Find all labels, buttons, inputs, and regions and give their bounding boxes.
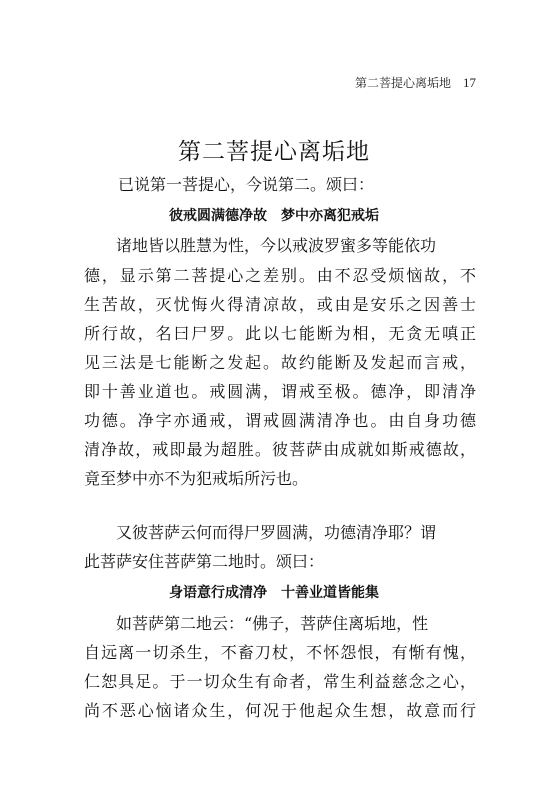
verse-1-line-a: 彼戒圆满德净故 xyxy=(169,208,267,224)
para2-line: 此菩萨安住菩萨第二地时。颂曰： xyxy=(84,552,325,571)
para3-line: 尚不恶心恼诸众生，何况于他起众生想，故意而行 xyxy=(84,701,476,720)
running-header-title: 第二菩提心离垢地 xyxy=(354,76,451,90)
para1-line: 竟至梦中亦不为犯戒垢所污也。 xyxy=(84,469,309,488)
para1-line: 见三法是七能断之发起。故约能断及发起而言戒， xyxy=(84,353,476,372)
para1-line: 清净故，戒即最为超胜。彼菩萨由成就如斯戒德故， xyxy=(84,440,476,459)
para3-line: 自远离一切杀生，不畜刀杖，不怀怨恨，有惭有愧， xyxy=(84,643,476,662)
chapter-title: 第二菩提心离垢地 xyxy=(178,139,370,165)
verse-1 xyxy=(0,206,548,226)
para3-line: 仁恕具足。于一切众生有命者，常生利益慈念之心， xyxy=(84,672,476,691)
verse-2-line-b: 十善业道皆能集 xyxy=(281,585,379,601)
verse-2-line-a: 身语意行成清净 xyxy=(169,585,267,601)
para1-line: 德，显示第二菩提心之差别。由不忍受烦恼故，不 xyxy=(84,266,476,285)
para1-line: 即十善业道也。戒圆满，谓戒至极。德净，即清净 xyxy=(84,382,476,401)
para3-line: 如菩萨第二地云：“佛子，菩萨住离垢地，性 xyxy=(116,614,429,633)
para1-line: 诸地皆以胜慧为性，今以戒波罗蜜多等能依功 xyxy=(116,236,437,255)
running-header xyxy=(355,74,476,91)
verse-1-line-b: 梦中亦离犯戒垢 xyxy=(281,208,379,224)
para1-line: 所行故，名曰尸罗。此以七能断为相，无贪无嗔正 xyxy=(84,324,476,343)
para1-line: 生苦故，灭忧悔火得清凉故，或由是安乐之因善士 xyxy=(84,295,476,314)
verse-2 xyxy=(0,583,548,603)
intro-line: 已说第一菩提心，今说第二。颂曰： xyxy=(118,175,375,194)
para1-line: 功德。净字亦通戒，谓戒圆满清净也。由自身功德 xyxy=(84,411,476,430)
page-number: 17 xyxy=(463,75,476,90)
para2-line: 又彼菩萨云何而得尸罗圆满，功德清净耶？谓 xyxy=(116,523,437,542)
